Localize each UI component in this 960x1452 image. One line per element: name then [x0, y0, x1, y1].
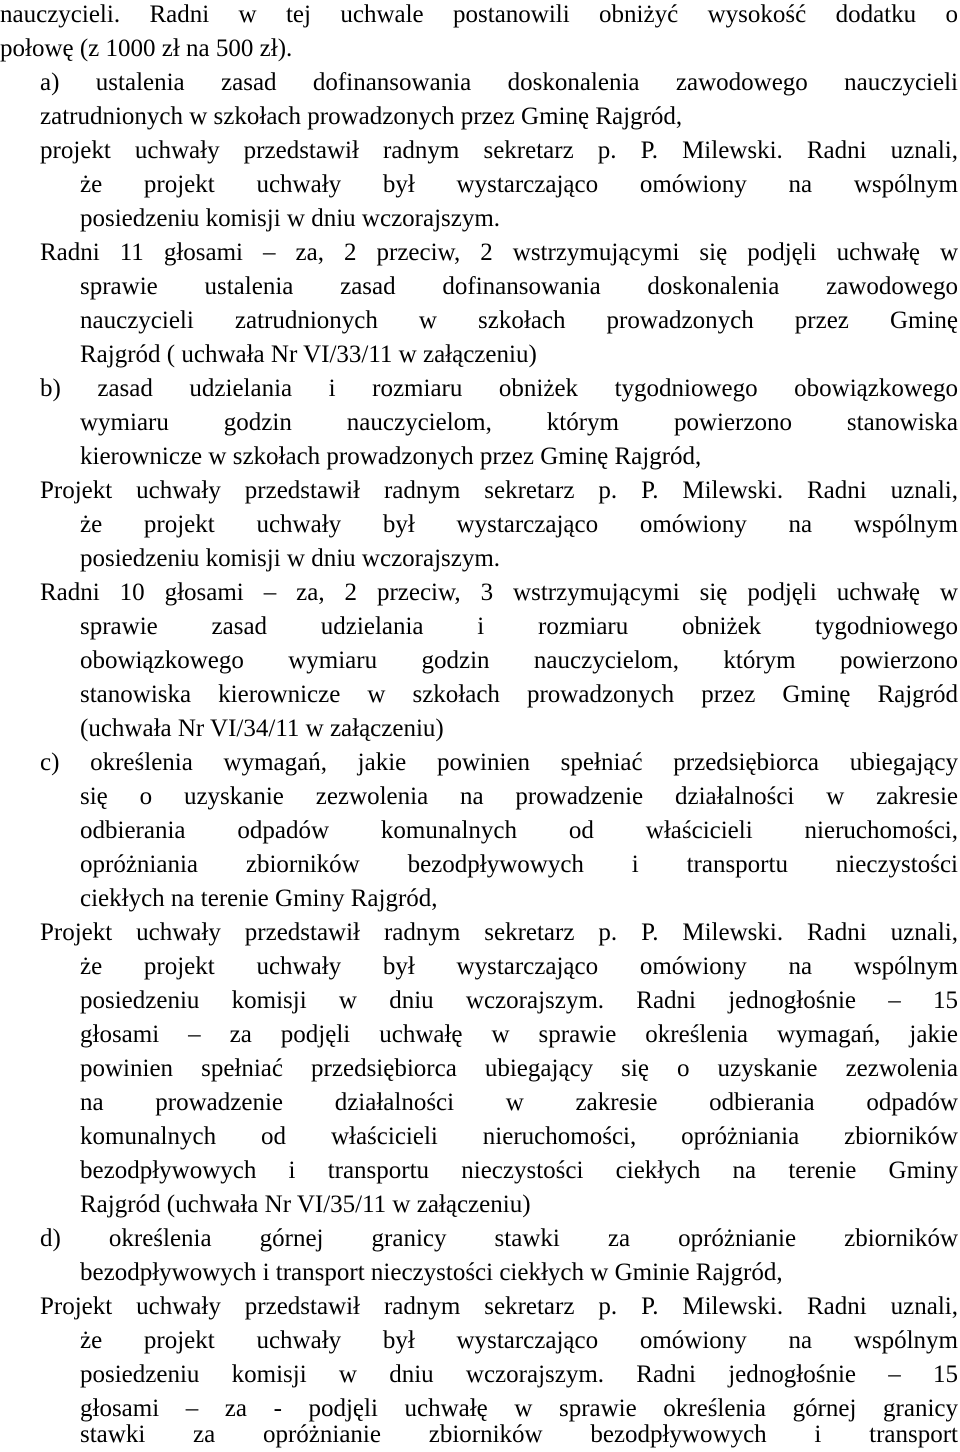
- text-line: kierownicze w szkołach prowadzonych przez Gminę Rajgród,: [80, 443, 702, 470]
- text-line: Radni 10 głosami – za, 2 przeciw, 3 wstrzymującymi się podjęli uchwałę w: [40, 579, 958, 606]
- text-line: (uchwała Nr VI/34/11 w załączeniu): [80, 715, 444, 742]
- text-line: bezodpływowych i transportu nieczystości ciekłych na terenie Gminy: [80, 1157, 958, 1184]
- text-line: posiedzeniu komisji w dniu wczorajszym. Radni jednogłośnie – 15: [80, 987, 958, 1014]
- text-line: ciekłych na terenie Gminy Rajgród,: [80, 885, 438, 912]
- text-line: nauczycieli. Radni w tej uchwale postanowili obniżyć wysokość dodatku o: [0, 1, 958, 28]
- text-line: połowę (z 1000 zł na 500 zł).: [0, 35, 293, 62]
- text-line: że projekt uchwały był wystarczająco omówiony na wspólnym: [80, 171, 958, 198]
- text-line: Projekt uchwały przedstawił radnym sekretarz p. P. Milewski. Radni uznali,: [40, 1293, 958, 1320]
- text-line: posiedzeniu komisji w dniu wczorajszym.: [80, 205, 501, 232]
- text-line: głosami – za podjęli uchwałę w sprawie określenia wymagań, jakie: [80, 1021, 958, 1048]
- text-line: wymiaru godzin nauczycielom, którym powierzono stanowiska: [80, 409, 958, 436]
- text-line: stanowiska kierownicze w szkołach prowadzonych przez Gminę Rajgród: [80, 681, 958, 708]
- text-line: zatrudnionych w szkołach prowadzonych przez Gminę Rajgród,: [40, 103, 683, 130]
- text-line: na prowadzenie działalności w zakresie odbierania odpadów: [80, 1089, 958, 1116]
- text-line: komunalnych od właścicieli nieruchomości, opróżniania zbiorników: [80, 1123, 958, 1150]
- text-line: że projekt uchwały był wystarczająco omówiony na wspólnym: [80, 511, 958, 538]
- text-line: b) zasad udzielania i rozmiaru obniżek tygodniowego obowiązkowego: [40, 375, 958, 402]
- text-line: opróżniania zbiorników bezodpływowych i transportu nieczystości: [80, 851, 958, 878]
- text-line: sprawie zasad udzielania i rozmiaru obniżek tygodniowego: [80, 613, 958, 640]
- text-line: projekt uchwały przedstawił radnym sekretarz p. P. Milewski. Radni uznali,: [40, 137, 958, 164]
- text-line: że projekt uchwały był wystarczająco omówiony na wspólnym: [80, 1327, 958, 1354]
- text-line: Rajgród ( uchwała Nr VI/33/11 w załączeniu): [80, 341, 537, 368]
- text-line: obowiązkowego wymiaru godzin nauczycielom, którym powierzono: [80, 647, 958, 674]
- text-line: sprawie ustalenia zasad dofinansowania doskonalenia zawodowego: [80, 273, 958, 300]
- text-line: nauczycieli zatrudnionych w szkołach prowadzonych przez Gminę: [80, 307, 958, 334]
- text-line: posiedzeniu komisji w dniu wczorajszym.: [80, 545, 501, 572]
- text-line: stawki za opróżnianie zbiorników bezodpływowych i transport: [80, 1421, 958, 1448]
- text-line: odbierania odpadów komunalnych od właścicieli nieruchomości,: [80, 817, 958, 844]
- text-line: bezodpływowych i transport nieczystości ciekłych w Gminie Rajgród,: [80, 1259, 783, 1286]
- text-line: d) określenia górnej granicy stawki za opróżnianie zbiorników: [40, 1225, 958, 1252]
- text-line: głosami – za - podjęli uchwałę w sprawie określenia górnej granicy: [80, 1395, 958, 1422]
- text-line: posiedzeniu komisji w dniu wczorajszym. Radni jednogłośnie – 15: [80, 1361, 958, 1388]
- text-line: c) określenia wymagań, jakie powinien spełniać przedsiębiorca ubiegający: [40, 749, 958, 776]
- text-line: powinien spełniać przedsiębiorca ubiegający się o uzyskanie zezwolenia: [80, 1055, 958, 1082]
- text-line: Radni 11 głosami – za, 2 przeciw, 2 wstrzymującymi się podjęli uchwałę w: [40, 239, 958, 266]
- text-line: że projekt uchwały był wystarczająco omówiony na wspólnym: [80, 953, 958, 980]
- text-line: się o uzyskanie zezwolenia na prowadzenie działalności w zakresie: [80, 783, 958, 810]
- text-line: Rajgród (uchwała Nr VI/35/11 w załączeniu): [80, 1191, 531, 1218]
- text-line: a) ustalenia zasad dofinansowania doskonalenia zawodowego nauczycieli: [40, 69, 958, 96]
- text-line: Projekt uchwały przedstawił radnym sekretarz p. P. Milewski. Radni uznali,: [40, 477, 958, 504]
- text-line: Projekt uchwały przedstawił radnym sekretarz p. P. Milewski. Radni uznali,: [40, 919, 958, 946]
